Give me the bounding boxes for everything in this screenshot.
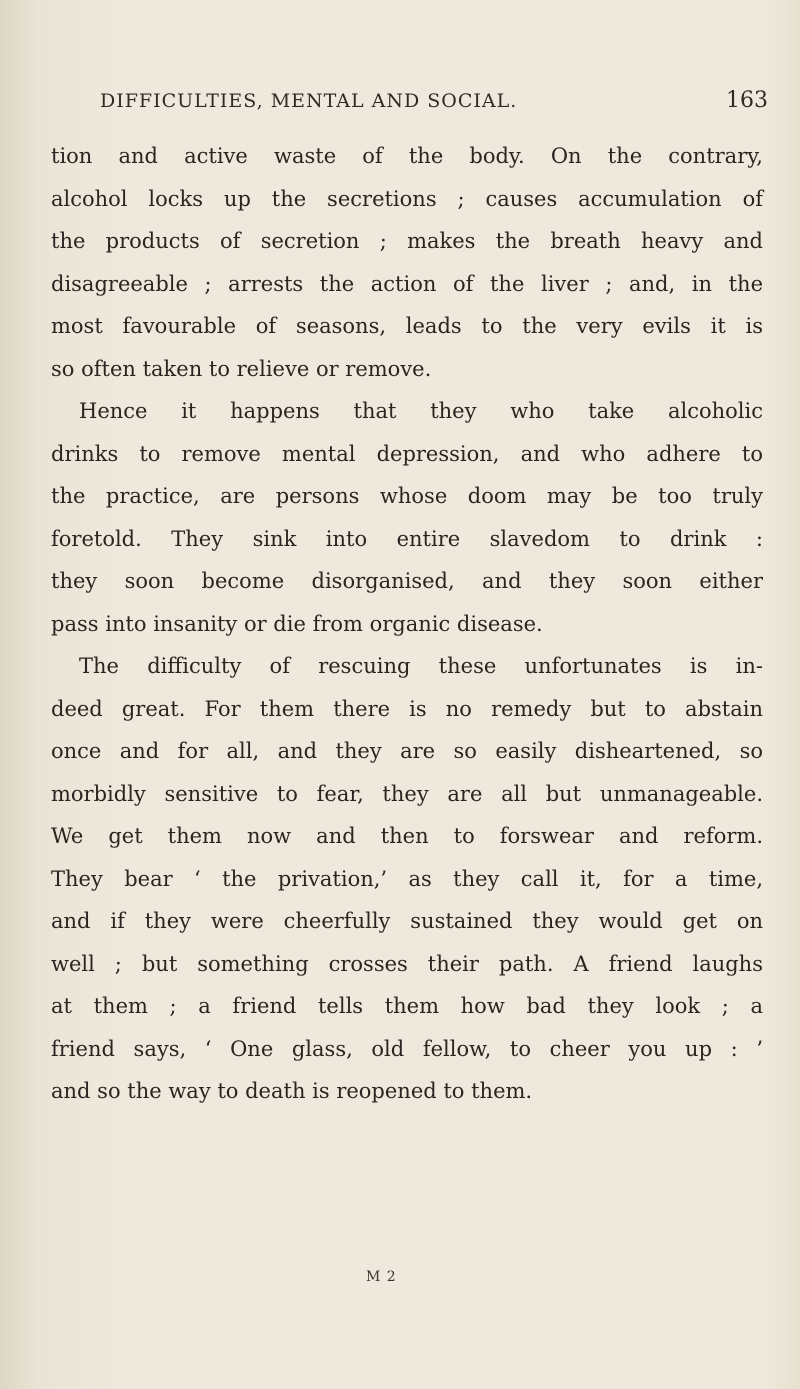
text-line: they soon become disorganised, and they soon either [51,569,763,593]
text-line: They bear ‘ the privation,’ as they call it, for a time, [51,866,763,891]
text-line: Hence it happens that they who take alcoholic [79,399,763,423]
text-line: We get them now and then to forswear and reform. [51,824,763,848]
text-line: The difficulty of rescuing these unfortunates is in- [79,654,763,678]
signature-mark: M 2 [366,1269,397,1285]
text-line: drinks to remove mental depression, and who adhere to [51,441,763,466]
text-line: so often taken to relieve or remove. [51,356,432,381]
body-text [51,135,763,1113]
text-line: the practice, are persons whose doom may be too truly [51,484,763,508]
text-line: and so the way to death is reopened to them. [51,1079,533,1103]
text-line: foretold. They sink into entire slavedom to drink : [51,526,763,551]
text-line: tion and active waste of the body. On the contrary, [51,144,763,168]
text-line: and if they were cheerfully sustained they would get on [51,909,763,933]
text-line: friend says, ‘ One glass, old fellow, to cheer you up : ’ [51,1036,763,1061]
text-line: pass into insanity or die from organic disease. [51,611,543,636]
page-number: 163 [726,88,768,113]
running-head [0,90,800,120]
text-line: disagreeable ; arrests the action of the liver ; and, in the [51,271,763,296]
text-line: at them ; a friend tells them how bad they look ; a [51,994,763,1018]
text-line: morbidly sensitive to fear, they are all but unmanageable. [51,781,763,806]
text-line: once and for all, and they are so easily disheartened, so [51,739,763,763]
text-line: the products of secretion ; makes the breath heavy and [51,229,763,253]
text-line: alcohol locks up the secretions ; causes accumulation of [51,186,763,211]
text-line: most favourable of seasons, leads to the very evils it is [51,314,763,338]
text-line: deed great. For them there is no remedy but to abstain [51,696,763,721]
text-line: well ; but something crosses their path. A friend laughs [51,951,763,976]
running-title: DIFFICULTIES, MENTAL AND SOCIAL. [100,90,518,112]
